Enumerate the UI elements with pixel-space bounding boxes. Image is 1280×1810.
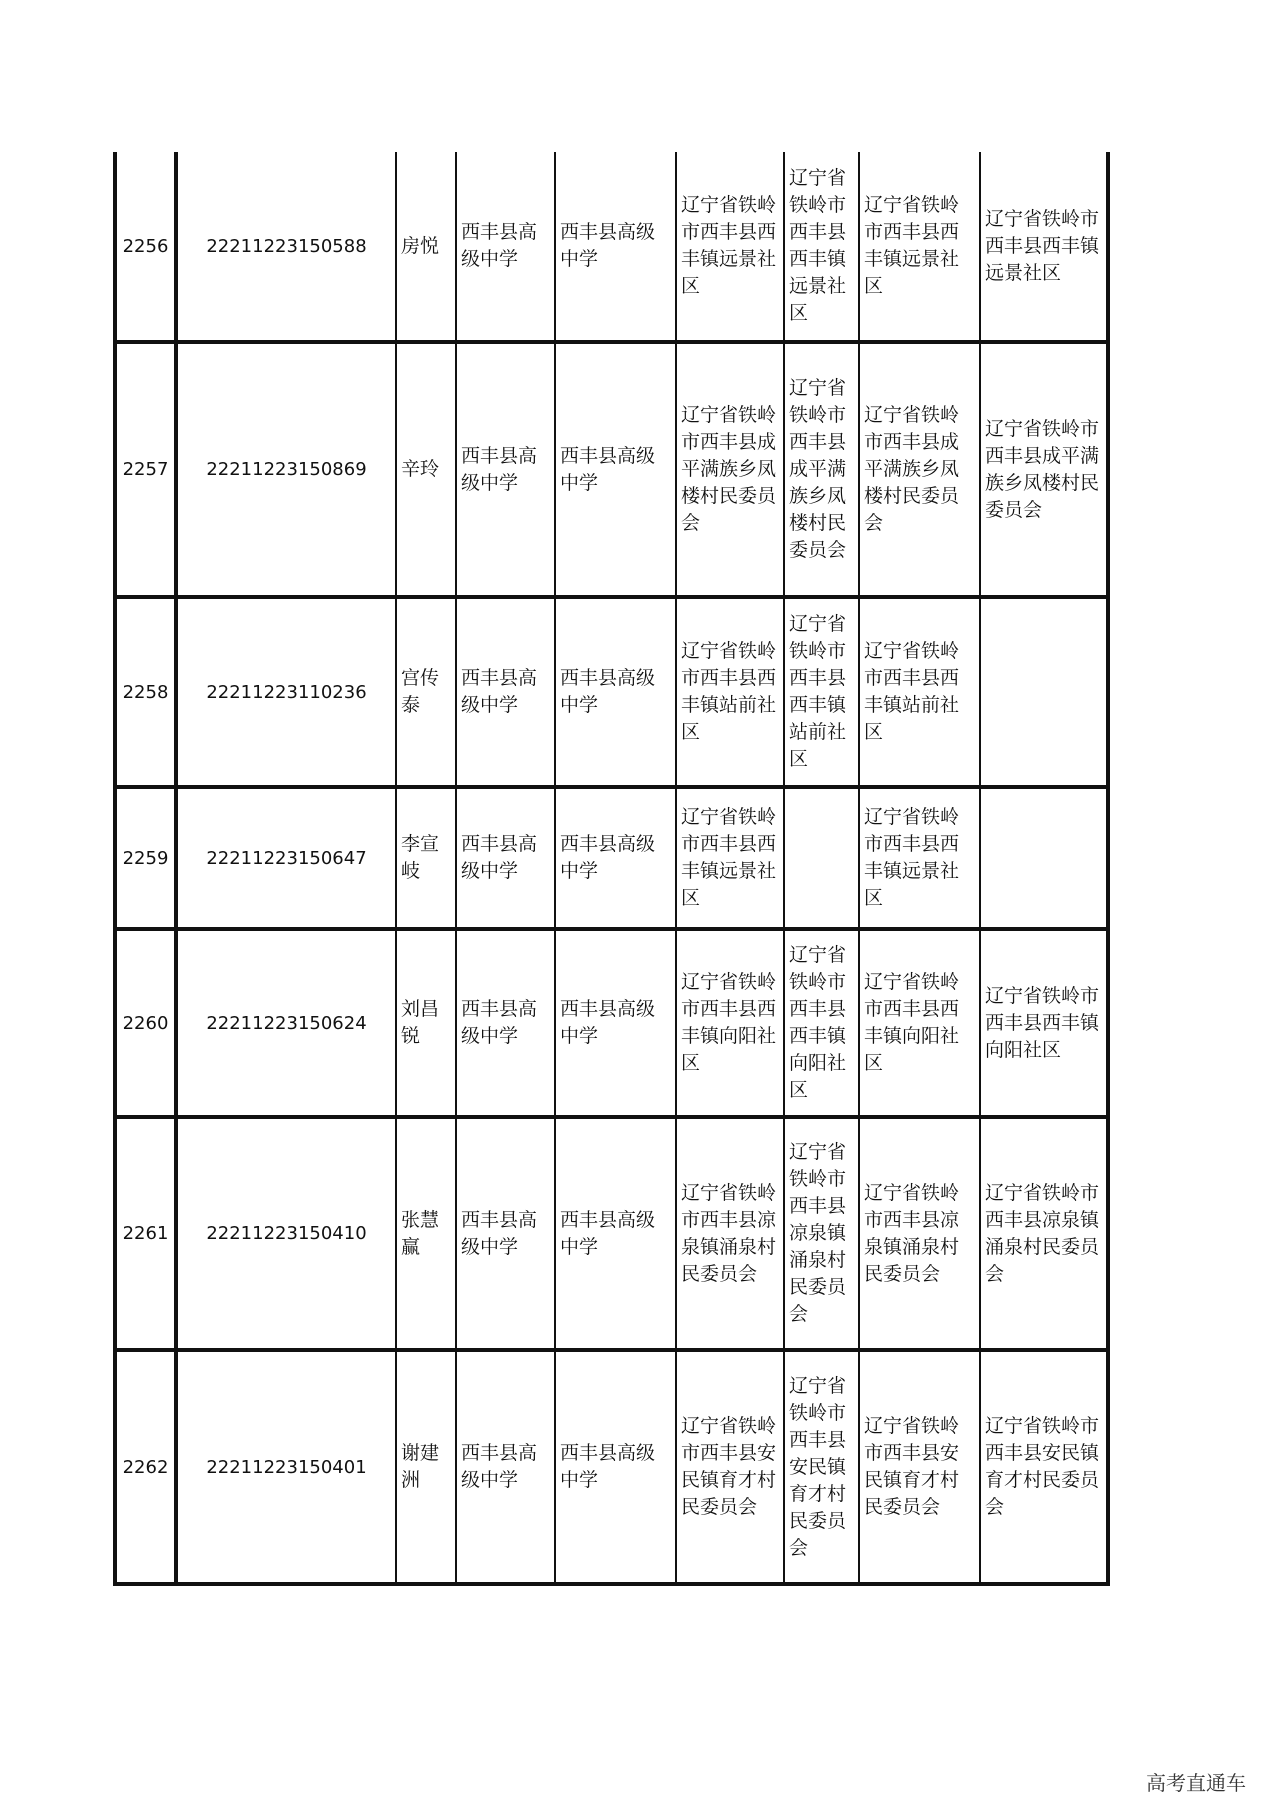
address-cell-4: 辽宁省铁岭市西丰县成平满族乡凤楼村民委员会 <box>980 342 1108 597</box>
seq-cell: 2261 <box>115 1117 176 1350</box>
address-cell-3: 辽宁省铁岭市西丰县安民镇育才村民委员会 <box>859 1350 980 1584</box>
address-cell-4 <box>980 597 1108 787</box>
seq-cell: 2259 <box>115 787 176 929</box>
seq-cell: 2256 <box>115 152 176 342</box>
id-cell: 22211223150869 <box>176 342 396 597</box>
address-cell-1: 辽宁省铁岭市西丰县安民镇育才村民委员会 <box>676 1350 784 1584</box>
address-cell-2: 辽宁省铁岭市西丰县安民镇育才村民委员会 <box>784 1350 859 1584</box>
school-cell-2: 西丰县高级中学 <box>555 152 676 342</box>
address-cell-1: 辽宁省铁岭市西丰县西丰镇远景社区 <box>676 152 784 342</box>
school-cell-2: 西丰县高级中学 <box>555 1350 676 1584</box>
address-cell-3: 辽宁省铁岭市西丰县西丰镇远景社区 <box>859 787 980 929</box>
id-cell: 22211223150624 <box>176 929 396 1117</box>
name-cell: 房悦 <box>396 152 456 342</box>
name-cell: 谢建洲 <box>396 1350 456 1584</box>
school-cell: 西丰县高级中学 <box>456 152 555 342</box>
school-cell: 西丰县高级中学 <box>456 1117 555 1350</box>
address-cell-2: 辽宁省铁岭市西丰县成平满族乡凤楼村民委员会 <box>784 342 859 597</box>
address-cell-4 <box>980 787 1108 929</box>
school-cell: 西丰县高级中学 <box>456 929 555 1117</box>
address-cell-1: 辽宁省铁岭市西丰县西丰镇向阳社区 <box>676 929 784 1117</box>
id-cell: 22211223150410 <box>176 1117 396 1350</box>
school-cell: 西丰县高级中学 <box>456 342 555 597</box>
address-cell-3: 辽宁省铁岭市西丰县西丰镇站前社区 <box>859 597 980 787</box>
roster-body <box>115 152 1108 1584</box>
seq-cell: 2257 <box>115 342 176 597</box>
table-row <box>115 1117 1108 1350</box>
school-cell: 西丰县高级中学 <box>456 1350 555 1584</box>
address-cell-1: 辽宁省铁岭市西丰县凉泉镇涌泉村民委员会 <box>676 1117 784 1350</box>
id-cell: 22211223110236 <box>176 597 396 787</box>
school-cell-2: 西丰县高级中学 <box>555 1117 676 1350</box>
address-cell-4: 辽宁省铁岭市西丰县凉泉镇涌泉村民委员会 <box>980 1117 1108 1350</box>
address-cell-1: 辽宁省铁岭市西丰县成平满族乡凤楼村民委员会 <box>676 342 784 597</box>
table-row <box>115 787 1108 929</box>
watermark-text: 高考直通车 <box>1146 1771 1246 1795</box>
school-cell: 西丰县高级中学 <box>456 597 555 787</box>
school-cell: 西丰县高级中学 <box>456 787 555 929</box>
name-cell: 宫传泰 <box>396 597 456 787</box>
id-cell: 22211223150647 <box>176 787 396 929</box>
address-cell-1: 辽宁省铁岭市西丰县西丰镇站前社区 <box>676 597 784 787</box>
seq-cell: 2258 <box>115 597 176 787</box>
name-cell: 刘昌锐 <box>396 929 456 1117</box>
table-row <box>115 1350 1108 1584</box>
address-cell-2: 辽宁省铁岭市西丰县西丰镇向阳社区 <box>784 929 859 1117</box>
seq-cell: 2262 <box>115 1350 176 1584</box>
address-cell-2: 辽宁省铁岭市西丰县西丰镇远景社区 <box>784 152 859 342</box>
table-row <box>115 342 1108 597</box>
address-cell-1: 辽宁省铁岭市西丰县西丰镇远景社区 <box>676 787 784 929</box>
name-cell: 李宣岐 <box>396 787 456 929</box>
address-cell-3: 辽宁省铁岭市西丰县西丰镇远景社区 <box>859 152 980 342</box>
address-cell-4: 辽宁省铁岭市西丰县安民镇育才村民委员会 <box>980 1350 1108 1584</box>
seq-cell: 2260 <box>115 929 176 1117</box>
address-cell-2 <box>784 787 859 929</box>
id-cell: 22211223150401 <box>176 1350 396 1584</box>
table-row <box>115 929 1108 1117</box>
id-cell: 22211223150588 <box>176 152 396 342</box>
address-cell-3: 辽宁省铁岭市西丰县凉泉镇涌泉村民委员会 <box>859 1117 980 1350</box>
address-cell-4: 辽宁省铁岭市西丰县西丰镇远景社区 <box>980 152 1108 342</box>
table-row <box>115 152 1108 342</box>
name-cell: 张慧赢 <box>396 1117 456 1350</box>
school-cell-2: 西丰县高级中学 <box>555 929 676 1117</box>
school-cell-2: 西丰县高级中学 <box>555 597 676 787</box>
table-row <box>115 597 1108 787</box>
address-cell-3: 辽宁省铁岭市西丰县成平满族乡凤楼村民委员会 <box>859 342 980 597</box>
address-cell-2: 辽宁省铁岭市西丰县西丰镇站前社区 <box>784 597 859 787</box>
address-cell-3: 辽宁省铁岭市西丰县西丰镇向阳社区 <box>859 929 980 1117</box>
roster-table <box>113 152 1110 1586</box>
address-cell-2: 辽宁省铁岭市西丰县凉泉镇涌泉村民委员会 <box>784 1117 859 1350</box>
address-cell-4: 辽宁省铁岭市西丰县西丰镇向阳社区 <box>980 929 1108 1117</box>
name-cell: 辛玲 <box>396 342 456 597</box>
school-cell-2: 西丰县高级中学 <box>555 787 676 929</box>
school-cell-2: 西丰县高级中学 <box>555 342 676 597</box>
